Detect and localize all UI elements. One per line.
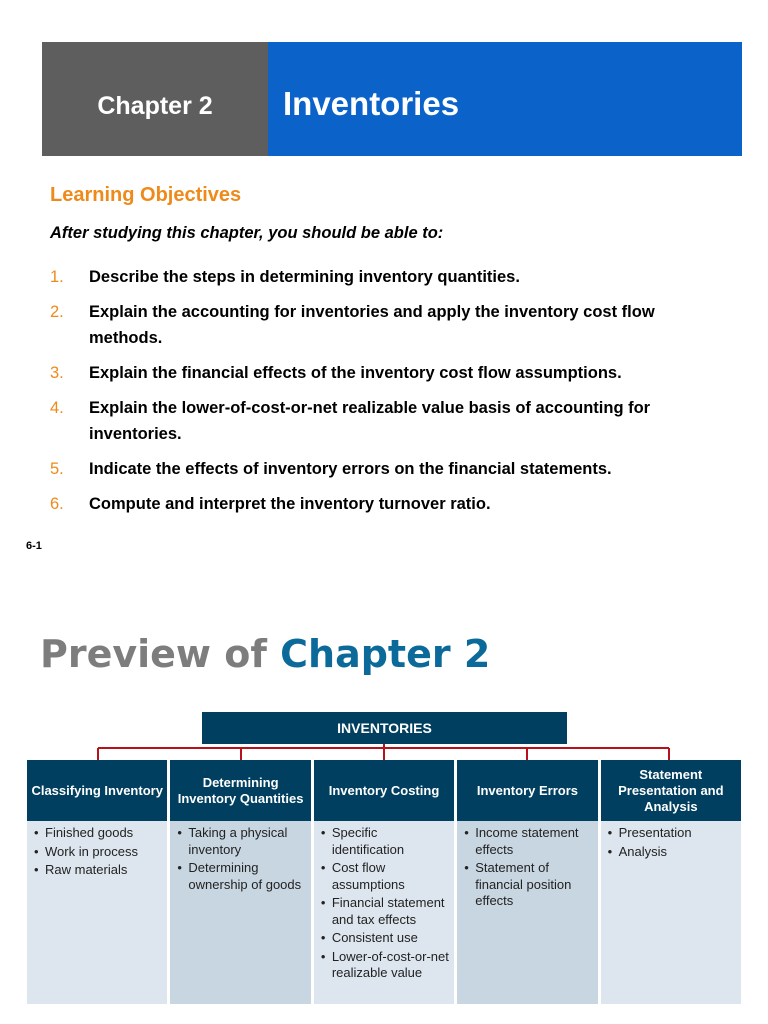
bullet-item: • Financial statement and tax effects bbox=[321, 895, 450, 928]
objective-item bbox=[50, 395, 730, 447]
objective-text: Describe the steps in determining inventory quantities. bbox=[89, 268, 520, 286]
bullet-item: • Presentation bbox=[608, 825, 737, 842]
objective-text: Indicate the effects of inventory errors on the financial statements. bbox=[89, 460, 612, 478]
chapter-title-panel bbox=[268, 42, 742, 156]
bullet-item: • Income statement effects bbox=[464, 825, 593, 858]
bullet-text: Analysis bbox=[618, 843, 668, 859]
bullet-item: • Consistent use bbox=[321, 930, 450, 947]
bullet-text: Taking a physical inventory bbox=[188, 825, 288, 857]
bullet-text: Specific identification bbox=[331, 825, 405, 857]
diagram-column bbox=[314, 760, 454, 1004]
objective-text: Explain the financial effects of the inventory cost flow assumptions. bbox=[89, 364, 622, 382]
bullet-text: Cost flow assumptions bbox=[331, 860, 405, 892]
column-header: Statement Presentation and Analysis bbox=[601, 760, 741, 821]
column-body bbox=[314, 821, 454, 1004]
bullet-item: • Taking a physical inventory bbox=[177, 825, 306, 858]
column-header: Determining Inventory Quantities bbox=[170, 760, 310, 821]
diagram-column bbox=[601, 760, 741, 1004]
column-body bbox=[27, 821, 167, 1004]
objective-number: 1. bbox=[50, 268, 64, 286]
bullet-item: • Statement of financial position effects bbox=[464, 860, 593, 910]
learning-objectives-intro: After studying this chapter, you should be able to: bbox=[50, 224, 444, 242]
objective-number: 2. bbox=[50, 303, 64, 321]
bullet-text: Income statement effects bbox=[475, 825, 579, 857]
chapter-label: Chapter 2 bbox=[97, 91, 213, 120]
chapter-label-panel bbox=[42, 42, 268, 156]
bullet-item: • Cost flow assumptions bbox=[321, 860, 450, 893]
objective-item bbox=[50, 456, 730, 482]
bullet-text: Lower-of-cost-or-net realizable value bbox=[331, 948, 449, 980]
chapter-banner bbox=[42, 42, 742, 156]
bullet-text: Consistent use bbox=[331, 930, 418, 945]
objective-text: Explain the lower-of-cost-or-net realizable value basis of accounting for inventories. bbox=[89, 399, 651, 443]
objective-number: 5. bbox=[50, 460, 64, 478]
objective-item bbox=[50, 491, 730, 517]
bullet-text: Determining ownership of goods bbox=[188, 860, 302, 892]
slide-number: 6-1 bbox=[26, 540, 42, 552]
bullet-text: Finished goods bbox=[45, 825, 134, 840]
bullet-text: Presentation bbox=[618, 825, 692, 840]
bullet-item: • Analysis bbox=[608, 844, 737, 861]
bullet-text: Financial statement and tax effects bbox=[331, 895, 445, 927]
column-body bbox=[601, 821, 741, 1004]
column-body bbox=[457, 821, 597, 1004]
diagram-root: INVENTORIES bbox=[202, 712, 567, 744]
objective-text: Compute and interpret the inventory turnover ratio. bbox=[89, 495, 491, 513]
bullet-text: Work in process bbox=[45, 843, 138, 859]
column-body bbox=[170, 821, 310, 1004]
bullet-item: • Work in process bbox=[34, 844, 163, 861]
objectives-list bbox=[50, 264, 730, 526]
chapter-preview-diagram bbox=[27, 712, 741, 1004]
chapter-title: Inventories bbox=[283, 85, 460, 122]
preview-title-prefix: Preview of bbox=[40, 632, 281, 676]
diagram-column bbox=[170, 760, 310, 1004]
objective-item bbox=[50, 264, 730, 290]
bullet-item: • Specific identification bbox=[321, 825, 450, 858]
preview-title bbox=[40, 632, 490, 676]
bullet-item: • Determining ownership of goods bbox=[177, 860, 306, 893]
column-header: Inventory Errors bbox=[457, 760, 597, 821]
learning-objectives-heading: Learning Objectives bbox=[50, 184, 242, 206]
objective-item bbox=[50, 299, 730, 351]
diagram-column bbox=[457, 760, 597, 1004]
bullet-item: • Raw materials bbox=[34, 862, 163, 879]
bullet-text: Raw materials bbox=[45, 862, 128, 877]
column-header: Inventory Costing bbox=[314, 760, 454, 821]
bullet-text: Statement of financial position effects bbox=[475, 860, 572, 908]
column-header: Classifying Inventory bbox=[27, 760, 167, 821]
objective-number: 4. bbox=[50, 399, 64, 417]
bullet-item: • Finished goods bbox=[34, 825, 163, 842]
objective-item bbox=[50, 360, 730, 386]
objective-number: 3. bbox=[50, 364, 64, 382]
objective-number: 6. bbox=[50, 495, 64, 513]
diagram-column bbox=[27, 760, 167, 1004]
objective-text: Explain the accounting for inventories and apply the inventory cost flow methods. bbox=[89, 303, 655, 347]
diagram-columns bbox=[27, 760, 741, 1004]
preview-title-chapter: Chapter 2 bbox=[280, 632, 491, 676]
bullet-item: • Lower-of-cost-or-net realizable value bbox=[320, 948, 449, 980]
